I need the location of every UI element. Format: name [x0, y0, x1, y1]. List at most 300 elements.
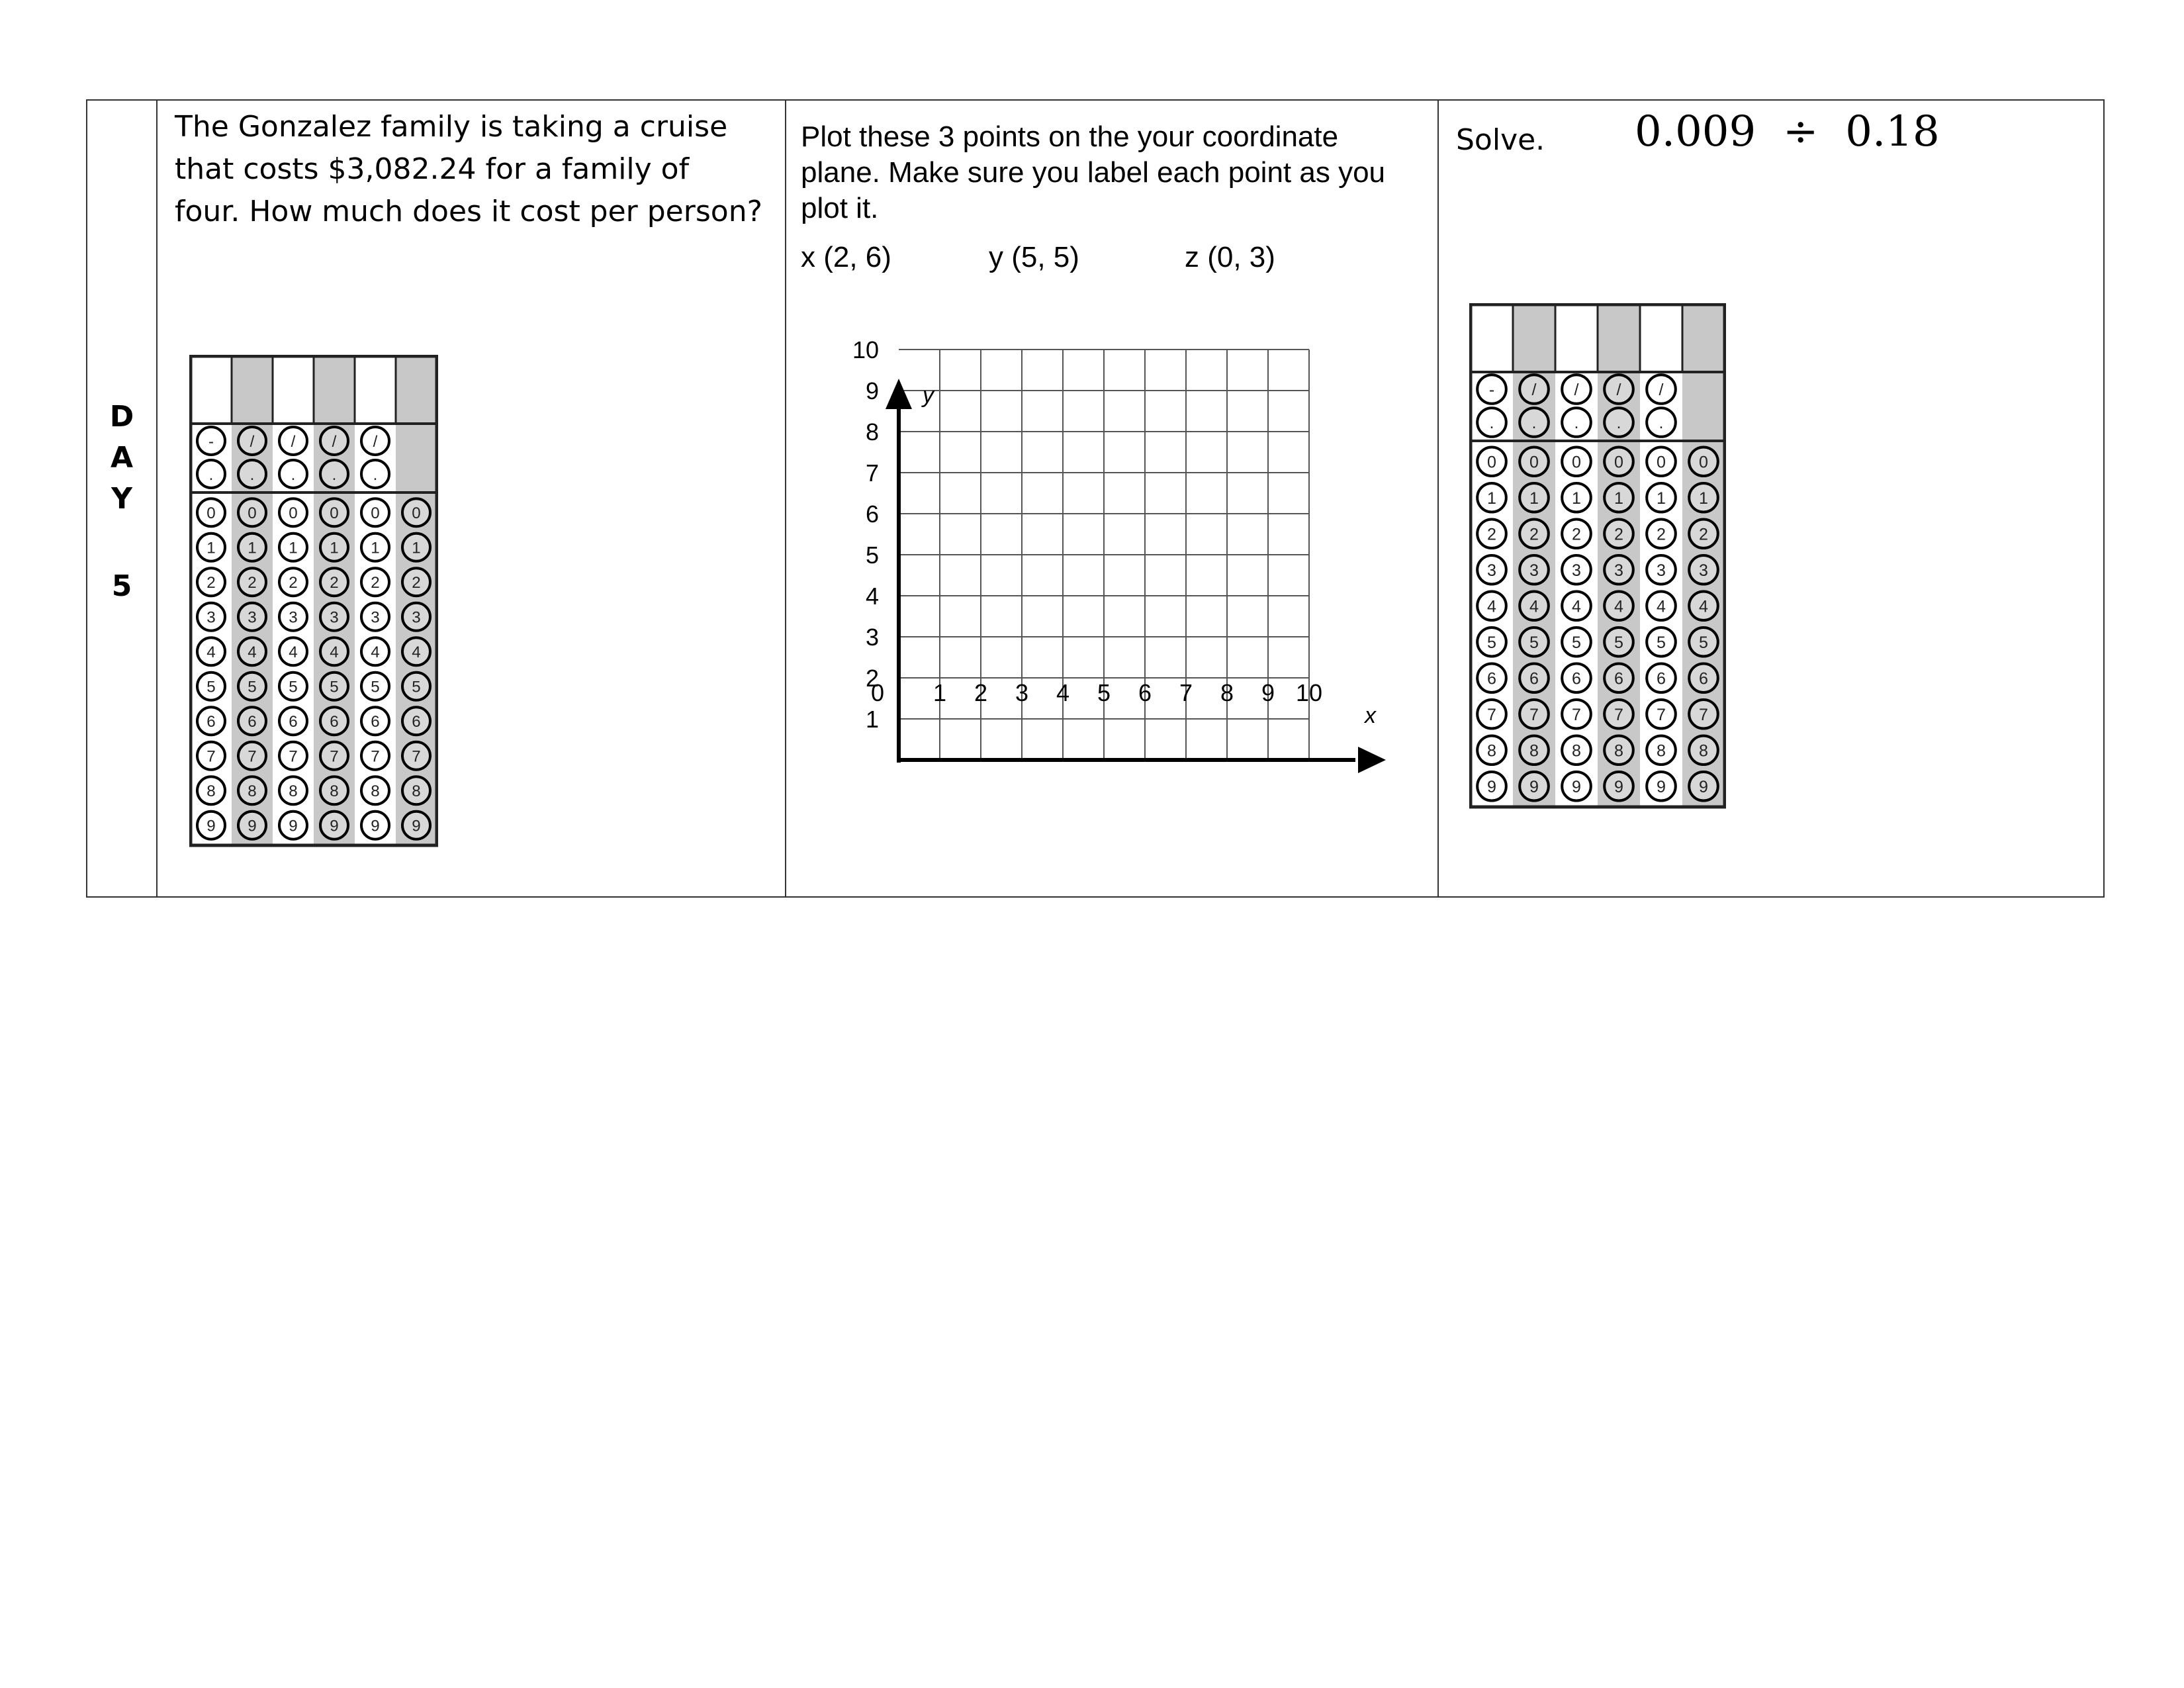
digit-bubble[interactable]	[238, 673, 266, 700]
digit-bubble[interactable]	[238, 742, 266, 770]
digit-bubble[interactable]	[279, 776, 307, 804]
svg-text:9: 9	[412, 817, 421, 835]
slash-bubble[interactable]	[1562, 375, 1591, 404]
svg-text:2: 2	[248, 574, 257, 592]
sign-bubble[interactable]	[1477, 375, 1506, 404]
digit-bubble[interactable]	[1477, 447, 1506, 476]
digit-bubble[interactable]	[197, 534, 225, 561]
svg-text:/: /	[1659, 381, 1664, 400]
svg-text:5: 5	[248, 678, 257, 696]
point-z-label: z (0, 3)	[1185, 241, 1275, 273]
y-tick-label: 3	[865, 624, 879, 651]
digit-bubble[interactable]	[197, 603, 225, 631]
digit-bubble[interactable]	[1520, 663, 1549, 692]
digit-bubble[interactable]	[402, 673, 430, 700]
digit-bubble[interactable]	[320, 637, 348, 665]
digit-bubble[interactable]	[402, 812, 430, 839]
slash-bubble[interactable]	[1647, 375, 1676, 404]
digit-bubble[interactable]	[1604, 735, 1633, 765]
x-tick-label: 1	[933, 679, 947, 706]
x-tick-label: 7	[1179, 679, 1193, 706]
question-1-text	[175, 106, 762, 233]
svg-text:3: 3	[1487, 561, 1496, 580]
digit-bubble[interactable]	[1689, 483, 1718, 512]
svg-text:1: 1	[1529, 489, 1539, 508]
digit-bubble[interactable]	[402, 603, 430, 631]
digit-bubble[interactable]	[320, 776, 348, 804]
digit-bubble[interactable]	[197, 742, 225, 770]
svg-text:8: 8	[248, 782, 257, 801]
svg-text:8: 8	[1529, 741, 1539, 761]
y-tick-label: 4	[865, 583, 879, 610]
digit-bubble[interactable]	[1604, 772, 1633, 801]
digit-bubble[interactable]	[1689, 700, 1718, 729]
digit-bubble[interactable]	[1477, 555, 1506, 585]
instruction-line: plane. Make sure you label each point as you	[801, 156, 1386, 189]
slash-bubble[interactable]	[279, 427, 307, 455]
digit-bubble[interactable]	[1477, 663, 1506, 692]
digit-bubble[interactable]	[197, 673, 225, 700]
digit-bubble[interactable]	[361, 742, 389, 770]
svg-text:0: 0	[206, 504, 216, 523]
svg-text:2: 2	[330, 574, 339, 592]
digit-bubble[interactable]	[361, 534, 389, 561]
digit-bubble[interactable]	[238, 603, 266, 631]
slash-bubble[interactable]	[320, 427, 348, 455]
svg-text:7: 7	[1529, 705, 1539, 724]
decimal-bubble[interactable]	[1647, 408, 1676, 437]
digit-bubble[interactable]	[320, 603, 348, 631]
digit-bubble[interactable]	[1604, 628, 1633, 657]
digit-bubble[interactable]	[238, 568, 266, 596]
digit-bubble[interactable]	[1647, 555, 1676, 585]
svg-text:2: 2	[1529, 525, 1539, 544]
digit-bubble[interactable]	[1604, 555, 1633, 585]
x-tick-label: 9	[1261, 679, 1275, 706]
svg-text:7: 7	[1657, 705, 1666, 724]
svg-text:3: 3	[371, 608, 380, 627]
svg-text:5: 5	[1614, 633, 1623, 652]
svg-text:.: .	[250, 465, 255, 484]
day-letter-y: Y	[111, 482, 132, 516]
svg-text:7: 7	[371, 747, 380, 766]
digit-bubble[interactable]	[279, 673, 307, 700]
svg-text:/: /	[1616, 381, 1621, 400]
coordinate-plane[interactable]	[786, 279, 1435, 809]
digit-bubble[interactable]	[1562, 483, 1591, 512]
x-tick-label: 2	[974, 679, 988, 706]
svg-text:9: 9	[371, 817, 380, 835]
question-1-line: that costs $3,082.24 for a family of	[175, 152, 690, 186]
svg-text:1: 1	[206, 539, 216, 557]
digit-bubble[interactable]	[1520, 519, 1549, 548]
question-2-cell	[786, 101, 1439, 896]
x-tick-label: 10	[1295, 679, 1323, 706]
day-letter-d: D	[109, 400, 134, 434]
digit-bubble[interactable]	[402, 534, 430, 561]
svg-text:2: 2	[289, 574, 298, 592]
svg-text:9: 9	[1657, 777, 1666, 796]
question-1-line: four. How much does it cost per person?	[175, 195, 762, 228]
svg-text:/: /	[373, 432, 378, 451]
svg-text:1: 1	[330, 539, 339, 557]
svg-text:4: 4	[289, 643, 298, 662]
x-tick-label: 3	[1015, 679, 1029, 706]
svg-text:7: 7	[330, 747, 339, 766]
division-expression: 0.009 ÷ 0.18	[1635, 107, 1940, 156]
digit-bubble[interactable]	[1689, 519, 1718, 548]
digit-bubble[interactable]	[320, 534, 348, 561]
svg-text:1: 1	[1572, 489, 1581, 508]
digit-bubble[interactable]	[1689, 628, 1718, 657]
svg-text:4: 4	[1699, 597, 1708, 616]
svg-text:2: 2	[206, 574, 216, 592]
digit-bubble[interactable]	[238, 534, 266, 561]
svg-text:0: 0	[1614, 453, 1623, 472]
digit-bubble[interactable]	[279, 498, 307, 526]
svg-text:7: 7	[1614, 705, 1623, 724]
digit-bubble[interactable]	[1689, 555, 1718, 585]
digit-bubble[interactable]	[361, 498, 389, 526]
digit-bubble[interactable]	[279, 568, 307, 596]
digit-bubble[interactable]	[402, 637, 430, 665]
svg-text:3: 3	[248, 608, 257, 627]
svg-text:0: 0	[248, 504, 257, 523]
svg-text:0: 0	[330, 504, 339, 523]
digit-bubble[interactable]	[238, 707, 266, 735]
digit-bubble[interactable]	[402, 742, 430, 770]
digit-bubble[interactable]	[1477, 591, 1506, 620]
digit-bubble[interactable]	[1520, 483, 1549, 512]
svg-text:2: 2	[412, 574, 421, 592]
svg-text:5: 5	[330, 678, 339, 696]
slash-bubble[interactable]	[361, 427, 389, 455]
digit-bubble[interactable]	[1477, 483, 1506, 512]
y-tick-label: 2	[865, 665, 879, 692]
svg-text:3: 3	[412, 608, 421, 627]
svg-text:7: 7	[289, 747, 298, 766]
decimal-bubble[interactable]	[361, 460, 389, 488]
svg-text:7: 7	[412, 747, 421, 766]
svg-text:0: 0	[289, 504, 298, 523]
day-column	[87, 101, 158, 896]
svg-text:0: 0	[371, 504, 380, 523]
y-tick-label: 5	[865, 541, 879, 569]
digit-bubble[interactable]	[1562, 700, 1591, 729]
svg-text:4: 4	[1657, 597, 1666, 616]
y-tick-label: 7	[865, 459, 879, 487]
digit-bubble[interactable]	[1689, 663, 1718, 692]
digit-bubble[interactable]	[1647, 447, 1676, 476]
digit-bubble[interactable]	[1689, 591, 1718, 620]
svg-text:1: 1	[1699, 489, 1708, 508]
svg-text:9: 9	[1614, 777, 1623, 796]
day-number: 5	[111, 569, 132, 603]
solve-prompt: Solve.	[1456, 123, 1545, 157]
digit-bubble[interactable]	[1562, 591, 1591, 620]
digit-bubble[interactable]	[197, 812, 225, 839]
svg-text:8: 8	[1614, 741, 1623, 761]
digit-bubble[interactable]	[1689, 735, 1718, 765]
svg-text:8: 8	[330, 782, 339, 801]
digit-bubble[interactable]	[1647, 700, 1676, 729]
digit-bubble[interactable]	[1604, 483, 1633, 512]
svg-text:-: -	[208, 432, 214, 451]
svg-text:6: 6	[371, 713, 380, 731]
svg-text:8: 8	[412, 782, 421, 801]
digit-bubble[interactable]	[1647, 663, 1676, 692]
svg-text:3: 3	[1529, 561, 1539, 580]
digit-bubble[interactable]	[1604, 447, 1633, 476]
slash-bubble[interactable]	[238, 427, 266, 455]
svg-text:1: 1	[289, 539, 298, 557]
svg-text:0: 0	[1572, 453, 1581, 472]
digit-bubble[interactable]	[1604, 700, 1633, 729]
answer-grid-1[interactable]	[189, 355, 438, 847]
svg-text:/: /	[1574, 381, 1579, 400]
svg-text:.: .	[291, 465, 296, 484]
digit-bubble[interactable]	[279, 742, 307, 770]
digit-bubble[interactable]	[1520, 700, 1549, 729]
svg-text:1: 1	[1487, 489, 1496, 508]
svg-text:5: 5	[1529, 633, 1539, 652]
svg-text:5: 5	[371, 678, 380, 696]
svg-text:2: 2	[1572, 525, 1581, 544]
svg-text:6: 6	[1487, 669, 1496, 688]
svg-text:8: 8	[1572, 741, 1581, 761]
digit-bubble[interactable]	[1477, 700, 1506, 729]
digit-bubble[interactable]	[1562, 447, 1591, 476]
svg-text:/: /	[1531, 381, 1537, 400]
digit-bubble[interactable]	[238, 776, 266, 804]
svg-text:4: 4	[1529, 597, 1539, 616]
y-axis-arrow	[886, 379, 912, 409]
svg-text:6: 6	[1572, 669, 1581, 688]
digit-bubble[interactable]	[320, 673, 348, 700]
digit-bubble[interactable]	[1647, 519, 1676, 548]
svg-text:0: 0	[412, 504, 421, 523]
svg-text:9: 9	[206, 817, 216, 835]
decimal-bubble[interactable]	[1520, 408, 1549, 437]
digit-bubble[interactable]	[279, 603, 307, 631]
digit-bubble[interactable]	[320, 498, 348, 526]
x-tick-labels	[933, 679, 1322, 706]
digit-bubble[interactable]	[1562, 519, 1591, 548]
digit-bubble[interactable]	[320, 707, 348, 735]
digit-bubble[interactable]	[1689, 447, 1718, 476]
digit-bubble[interactable]	[402, 776, 430, 804]
day-letter-a: A	[110, 441, 134, 475]
digit-bubble[interactable]	[361, 568, 389, 596]
digit-bubble[interactable]	[279, 707, 307, 735]
svg-text:3: 3	[1572, 561, 1581, 580]
origin-label: 0	[870, 679, 885, 706]
digit-bubble[interactable]	[361, 707, 389, 735]
svg-text:5: 5	[289, 678, 298, 696]
digit-bubble[interactable]	[197, 637, 225, 665]
digit-bubble[interactable]	[1520, 735, 1549, 765]
svg-text:0: 0	[1529, 453, 1539, 472]
decimal-bubble[interactable]	[1604, 408, 1633, 437]
digit-bubble[interactable]	[402, 498, 430, 526]
x-tick-label: 5	[1097, 679, 1111, 706]
digit-bubble[interactable]	[238, 812, 266, 839]
svg-text:1: 1	[1614, 489, 1623, 508]
y-tick-label: 6	[865, 500, 879, 528]
decimal-bubble[interactable]	[238, 460, 266, 488]
x-axis-label: x	[1365, 703, 1376, 728]
digit-bubble[interactable]	[1562, 735, 1591, 765]
decimal-bubble[interactable]	[320, 460, 348, 488]
digit-bubble[interactable]	[1604, 519, 1633, 548]
svg-text:2: 2	[371, 574, 380, 592]
svg-text:0: 0	[1487, 453, 1496, 472]
digit-bubble[interactable]	[197, 568, 225, 596]
svg-text:4: 4	[206, 643, 216, 662]
svg-text:6: 6	[206, 713, 216, 731]
point-x-label: x (2, 6)	[801, 241, 891, 273]
svg-text:9: 9	[248, 817, 257, 835]
digit-bubble[interactable]	[1562, 663, 1591, 692]
svg-text:6: 6	[248, 713, 257, 731]
decimal-bubble[interactable]	[279, 460, 307, 488]
slash-bubble[interactable]	[1520, 375, 1549, 404]
svg-text:6: 6	[1699, 669, 1708, 688]
digit-bubble[interactable]	[1477, 772, 1506, 801]
y-tick-labels	[852, 336, 879, 733]
svg-text:5: 5	[412, 678, 421, 696]
digit-bubble[interactable]	[1562, 772, 1591, 801]
svg-text:6: 6	[1657, 669, 1666, 688]
digit-bubble[interactable]	[279, 534, 307, 561]
svg-text:/: /	[332, 432, 337, 451]
digit-bubble[interactable]	[1477, 519, 1506, 548]
x-tick-label: 8	[1220, 679, 1234, 706]
y-tick-label: 8	[865, 418, 879, 445]
svg-text:1: 1	[371, 539, 380, 557]
svg-text:-: -	[1488, 381, 1495, 400]
digit-bubble[interactable]	[1562, 628, 1591, 657]
digit-bubble[interactable]	[320, 812, 348, 839]
svg-text:7: 7	[1572, 705, 1581, 724]
svg-text:9: 9	[1487, 777, 1496, 796]
digit-bubble[interactable]	[1647, 772, 1676, 801]
digit-bubble[interactable]	[361, 776, 389, 804]
svg-text:2: 2	[1614, 525, 1623, 544]
digit-bubble[interactable]	[1477, 628, 1506, 657]
question-3-cell	[1439, 101, 2106, 896]
digit-bubble[interactable]	[402, 568, 430, 596]
decimal-bubble[interactable]	[1477, 408, 1506, 437]
digit-bubble[interactable]	[361, 637, 389, 665]
digit-bubble[interactable]	[1520, 555, 1549, 585]
svg-text:5: 5	[206, 678, 216, 696]
digit-bubble[interactable]	[1689, 772, 1718, 801]
svg-text:.: .	[332, 465, 337, 484]
digit-bubble[interactable]	[279, 637, 307, 665]
svg-text:3: 3	[206, 608, 216, 627]
digit-bubble[interactable]	[361, 812, 389, 839]
svg-text:6: 6	[1614, 669, 1623, 688]
x-tick-label: 6	[1138, 679, 1152, 706]
svg-text:8: 8	[289, 782, 298, 801]
digit-bubble[interactable]	[238, 498, 266, 526]
svg-text:/: /	[291, 432, 296, 451]
answer-grid-2[interactable]	[1469, 303, 1726, 810]
svg-text:5: 5	[1699, 633, 1708, 652]
svg-text:0: 0	[1657, 453, 1666, 472]
svg-text:3: 3	[1699, 561, 1708, 580]
digit-bubble[interactable]	[197, 498, 225, 526]
answer-column	[396, 356, 437, 845]
svg-text:.: .	[373, 465, 378, 484]
decimal-bubble[interactable]	[1562, 408, 1591, 437]
svg-text:.: .	[1659, 414, 1664, 433]
svg-text:5: 5	[1572, 633, 1581, 652]
digit-bubble[interactable]	[1520, 628, 1549, 657]
digit-bubble[interactable]	[361, 603, 389, 631]
digit-bubble[interactable]	[238, 637, 266, 665]
digit-bubble[interactable]	[197, 707, 225, 735]
svg-text:1: 1	[1657, 489, 1666, 508]
svg-text:8: 8	[371, 782, 380, 801]
digit-bubble[interactable]	[361, 673, 389, 700]
slash-bubble[interactable]	[1604, 375, 1633, 404]
svg-text:2: 2	[1699, 525, 1708, 544]
y-tick-label: 10	[852, 336, 879, 363]
x-axis-arrow	[1358, 747, 1386, 773]
instruction-line: Plot these 3 points on the your coordinate	[801, 120, 1339, 153]
svg-text:.: .	[1574, 414, 1579, 433]
digit-bubble[interactable]	[1477, 735, 1506, 765]
digit-bubble[interactable]	[1520, 772, 1549, 801]
sign-bubble[interactable]	[197, 427, 225, 455]
svg-text:8: 8	[1657, 741, 1666, 761]
digit-bubble[interactable]	[279, 812, 307, 839]
svg-text:8: 8	[1699, 741, 1708, 761]
digit-bubble[interactable]	[1520, 591, 1549, 620]
digit-bubble[interactable]	[1604, 663, 1633, 692]
digit-bubble[interactable]	[1520, 447, 1549, 476]
svg-text:6: 6	[289, 713, 298, 731]
svg-text:4: 4	[330, 643, 339, 662]
digit-bubble[interactable]	[320, 742, 348, 770]
digit-bubble[interactable]	[1647, 628, 1676, 657]
digit-bubble[interactable]	[1604, 591, 1633, 620]
digit-bubble[interactable]	[1562, 555, 1591, 585]
decimal-bubble[interactable]	[197, 460, 225, 488]
svg-text:2: 2	[1657, 525, 1666, 544]
svg-text:3: 3	[330, 608, 339, 627]
svg-text:2: 2	[1487, 525, 1496, 544]
grid-lines	[899, 350, 1355, 763]
svg-text:4: 4	[412, 643, 421, 662]
svg-text:6: 6	[412, 713, 421, 731]
svg-text:5: 5	[1657, 633, 1666, 652]
digit-bubble[interactable]	[1647, 735, 1676, 765]
x-tick-label: 4	[1056, 679, 1070, 706]
digit-bubble[interactable]	[1647, 483, 1676, 512]
instruction-line: plot it.	[801, 192, 879, 224]
svg-text:9: 9	[1699, 777, 1708, 796]
svg-text:7: 7	[206, 747, 216, 766]
digit-bubble[interactable]	[197, 776, 225, 804]
digit-bubble[interactable]	[402, 707, 430, 735]
digit-bubble[interactable]	[1647, 591, 1676, 620]
question-1-line: The Gonzalez family is taking a cruise	[175, 110, 728, 144]
svg-text:3: 3	[1614, 561, 1623, 580]
digit-bubble[interactable]	[320, 568, 348, 596]
